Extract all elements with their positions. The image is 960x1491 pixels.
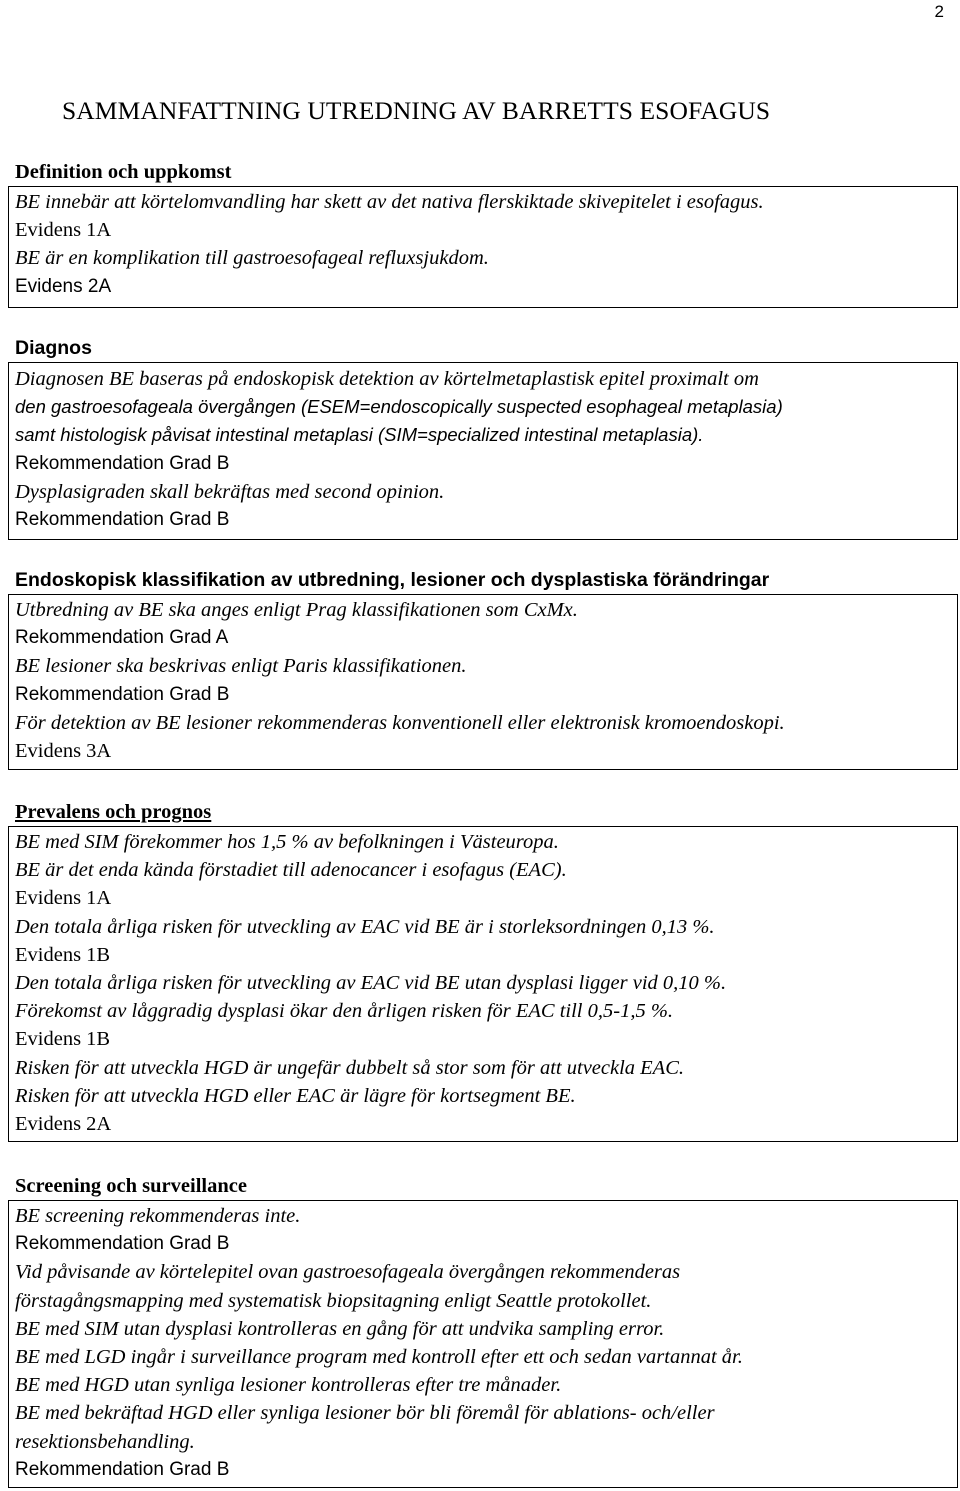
evidence-label: Evidens 2A [15, 275, 112, 297]
page-number: 2 [934, 2, 944, 21]
text-line: resektionsbehandling. [15, 1430, 195, 1453]
section-box-diagnos [8, 362, 958, 540]
text-line: BE screening rekommenderas inte. [15, 1205, 301, 1227]
text-line: Diagnosen BE baseras på endoskopisk detektion av körtelmetaplastisk epitel proximalt om [15, 368, 759, 390]
evidence-label: Evidens 3A [15, 740, 112, 763]
recommendation-label: Rekommendation Grad B [15, 509, 230, 531]
evidence-label: Evidens 1B [15, 943, 111, 966]
section-box-endoskopisk [8, 594, 958, 770]
evidence-label: Evidens 1A [15, 219, 112, 242]
text-line: den gastroesofageala övergången (ESEM=endoscopically suspected esophageal metaplasia) [15, 396, 783, 418]
section-endoskopisk [8, 566, 958, 770]
text-line: BE med LGD ingår i surveillance program med kontroll efter ett och sedan vartannat år. [15, 1346, 743, 1369]
recommendation-label: Rekommendation Grad A [15, 627, 229, 649]
section-diagnos [8, 334, 958, 540]
text-line: BE med bekräftad HGD eller synliga lesioner bör bli föremål för ablations- och/eller [15, 1402, 715, 1425]
section-heading-definition: Definition och uppkomst [15, 161, 232, 183]
text-line: Den totala årliga risken för utveckling av EAC vid BE utan dysplasi ligger vid 0,10 %. [15, 972, 727, 995]
text-line: Risken för att utveckla HGD eller EAC är lägre för kortsegment BE. [15, 1084, 576, 1107]
text-line: Dysplasigraden skall bekräftas med second opinion. [15, 480, 445, 503]
text-line: BE med SIM utan dysplasi kontrolleras en gång för att undvika sampling error. [15, 1317, 665, 1340]
recommendation-label: Rekommendation Grad B [15, 452, 230, 474]
text-line: För detektion av BE lesioner rekommenderas konventionell eller elektronisk kromoendoskopi. [15, 711, 785, 734]
evidence-label: Evidens 1A [15, 887, 112, 910]
section-heading-prevalens: Prevalens och prognos [15, 801, 212, 823]
section-heading-screening: Screening och surveillance [15, 1175, 247, 1197]
text-line: Vid påvisande av körtelepitel ovan gastroesofageala övergången rekommenderas [15, 1261, 681, 1284]
page-title: SAMMANFATTNING UTREDNING AV BARRETTS ESOFAGUS [62, 96, 771, 125]
section-box-screening [8, 1200, 958, 1488]
text-line: Den totala årliga risken för utveckling av EAC vid BE är i storleksordningen 0,13 %. [15, 915, 715, 938]
section-heading-endoskopisk: Endoskopisk klassifikation av utbredning, lesioner och dysplastiska förändringar [15, 569, 770, 591]
recommendation-label: Rekommendation Grad B [15, 1233, 230, 1255]
text-line: samt histologisk påvisat intestinal metaplasi (SIM=specialized intestinal metaplasia). [15, 424, 704, 446]
text-line: BE med SIM förekommer hos 1,5 % av befolkningen i Västeuropa. [15, 831, 559, 853]
section-box-prevalens [8, 826, 958, 1142]
section-box-definition [8, 186, 958, 308]
section-prevalens [8, 798, 958, 1142]
text-line: förstagångsmapping med systematisk biopsitagning enligt Seattle protokollet. [15, 1289, 652, 1312]
recommendation-label: Rekommendation Grad B [15, 683, 230, 705]
section-heading-diagnos: Diagnos [15, 337, 92, 359]
recommendation-label: Rekommendation Grad B [15, 1458, 230, 1480]
text-line: Utbredning av BE ska anges enligt Prag klassifikationen som CxMx. [15, 599, 578, 621]
text-line: BE lesioner ska beskrivas enligt Paris klassifikationen. [15, 655, 467, 678]
section-definition [8, 158, 958, 308]
text-line: Förekomst av låggradig dysplasi ökar den årligen risken för EAC till 0,5-1,5 %. [15, 1000, 674, 1023]
evidence-label: Evidens 2A [15, 1113, 112, 1136]
text-line: BE är det enda kända förstadiet till adenocancer i esofagus (EAC). [15, 859, 567, 882]
text-line: BE innebär att körtelomvandling har skett av det nativa flerskiktade skivepitelet i esofagus. [15, 191, 764, 213]
text-line: BE är en komplikation till gastroesofageal refluxsjukdom. [15, 247, 489, 270]
evidence-label: Evidens 1B [15, 1028, 111, 1051]
text-line: BE med HGD utan synliga lesioner kontrolleras efter tre månader. [15, 1374, 562, 1397]
section-screening [8, 1172, 958, 1488]
text-line: Risken för att utveckla HGD är ungefär dubbelt så stor som för att utveckla EAC. [15, 1056, 685, 1079]
